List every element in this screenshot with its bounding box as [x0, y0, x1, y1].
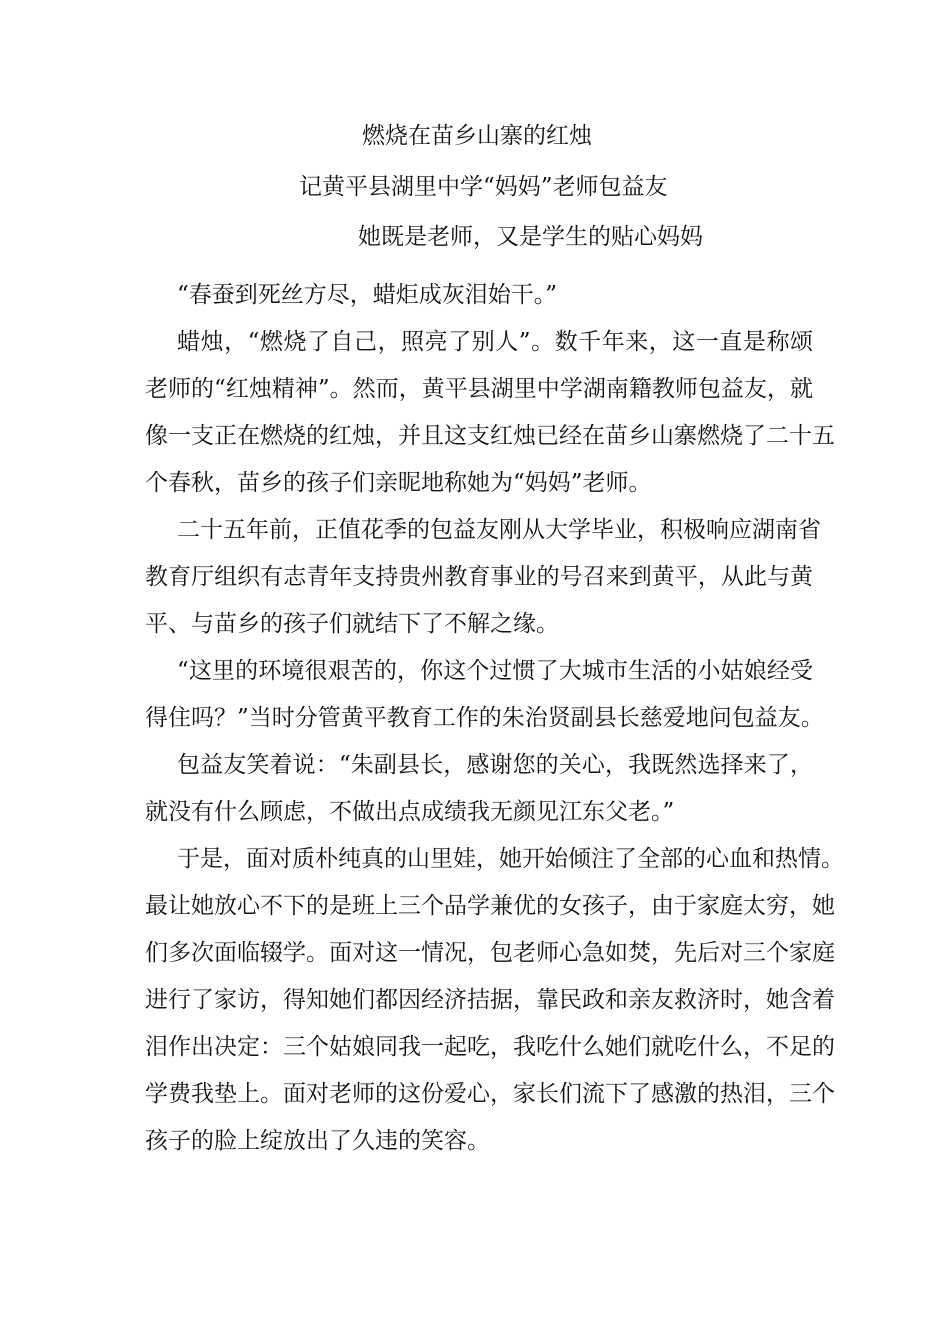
paragraph-line: 像一支正在燃烧的红烛，并且这支红烛已经在苗乡山寨燃烧了二十五: [145, 423, 835, 449]
paragraph-line: 个春秋，苗乡的孩子们亲昵地称她为“妈妈”老师。: [145, 470, 652, 496]
paragraph-line: 们多次面临辍学。面对这一情况，包老师心急如焚，先后对三个家庭: [145, 940, 835, 966]
paragraph-line: 平、与苗乡的孩子们就结下了不解之缘。: [145, 611, 559, 637]
paragraph-line: 蜡烛，“燃烧了自己，照亮了别人”。数千年来，这一直是称颂: [177, 329, 813, 355]
paragraph-line: “这里的环境很艰苦的，你这个过惯了大城市生活的小姑娘经受: [177, 658, 813, 684]
document-body: [145, 272, 844, 1165]
paragraph-line: 得住吗？”当时分管黄平教育工作的朱治贤副县长慈爱地问包益友。: [145, 705, 824, 731]
paragraph-line: 学费我垫上。面对老师的这份爱心，家长们流下了感激的热泪，三个: [145, 1081, 835, 1107]
paragraph-line: 孩子的脸上绽放出了久违的笑容。: [145, 1128, 490, 1154]
document-title: 燃烧在苗乡山寨的红烛: [362, 123, 592, 149]
document-subtitle: 记黄平县湖里中学“妈妈”老师包益友: [299, 174, 668, 200]
paragraph-line: 进行了家访，得知她们都因经济拮据，靠民政和亲友救济时，她含着: [145, 987, 835, 1013]
paragraph: [145, 272, 813, 319]
document-tagline: 她既是老师，又是学生的贴心妈妈: [358, 224, 703, 250]
paragraph: [145, 507, 821, 648]
paragraph-line: 老师的“红烛精神”。然而，黄平县湖里中学湖南籍教师包益友，就: [145, 376, 813, 402]
paragraph-line: 就没有什么顾虑，不做出点成绩我无颜见江东父老。”: [145, 799, 675, 825]
paragraph-line: 教育厅组织有志青年支持贵州教育事业的号召来到黄平，从此与黄: [145, 564, 813, 590]
paragraph: [145, 836, 844, 1165]
paragraph-line: “春蚕到死丝方尽，蜡炬成灰泪始干。”: [177, 282, 558, 308]
paragraph-line: 二十五年前，正值花季的包益友刚从大学毕业，积极响应湖南省: [177, 517, 821, 543]
paragraph-line: 泪作出决定：三个姑娘同我一起吃，我吃什么她们就吃什么，不足的: [145, 1034, 835, 1060]
paragraph: [145, 742, 813, 836]
paragraph-line: 包益友笑着说：“朱副县长，感谢您的关心，我既然选择来了，: [177, 752, 813, 778]
paragraph: [145, 319, 835, 507]
paragraph-line: 于是，面对质朴纯真的山里娃，她开始倾注了全部的心血和热情。: [177, 846, 844, 872]
paragraph: [145, 648, 824, 742]
paragraph-line: 最让她放心不下的是班上三个品学兼优的女孩子，由于家庭太穷，她: [145, 893, 835, 919]
